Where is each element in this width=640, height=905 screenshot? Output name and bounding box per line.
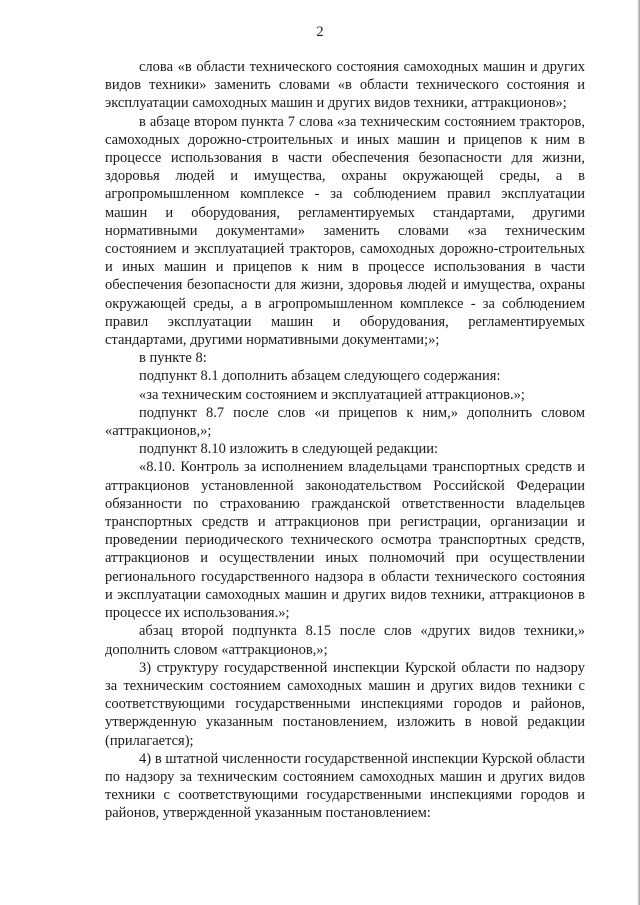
paragraph-9: абзац второй подпункта 8.15 после слов «других видов техники,» дополнить словом «аттракционов,»;: [105, 623, 585, 658]
paragraph-10: 3) структуру государственной инспекции Курской области по надзору за техническим состоянием самоходных машин и других видов техники с соответствующими государственными инспекциями городов и районов, утвержденную указанным постановлением, изложить в новой редакции (прилагается);: [105, 659, 585, 749]
paragraph-1: слова «в области технического состояния самоходных машин и других видов техники» заменить словами «в области технического состояния и эксплуатации самоходных машин и других видов техники, аттракционов»;: [105, 59, 585, 112]
document-body: [105, 58, 585, 823]
paragraph-2: в абзаце втором пункта 7 слова «за техническим состоянием тракторов, самоходных дорожно-строительных и иных машин и прицепов к ним в процессе использования в части обеспечения безопасности для жизни, здоровья людей и имущества, охраны окружающей среды, а в агропромышленном комплексе - за соблюдением правил эксплуатации машин и оборудования, регламентируемых стандартами, другими нормативными документами» заменить словами «за техническим состоянием и эксплуатацией тракторов, самоходных дорожно-строительных и иных машин и прицепов к ним в процессе использования в части обеспечения безопасности для жизни, здоровья людей и имущества, охраны окружающей среды, а в агропромышленном комплексе - за соблюдением правил эксплуатации машин и оборудования, регламентируемых стандартами, другими нормативными документами;»;: [105, 113, 585, 349]
paragraph-11: 4) в штатной численности государственной инспекции Курской области по надзору за техническим состоянием самоходных машин и других видов техники с соответствующими государственными инспекциями городов и районов, утвержденной указанным постановлением:: [105, 750, 585, 822]
paragraph-6: подпункт 8.7 после слов «и прицепов к ним,» дополнить словом «аттракционов,»;: [105, 404, 585, 440]
paragraph-8: «8.10. Контроль за исполнением владельцами транспортных средств и аттракционов установленной законодательством Российской Федерации обязанности по страхованию гражданской ответственности владельцев транспортных средств и аттракционов при регистрации, организации и проведении периодического технического осмотра транспортных средств, аттракционов и осуществлении иных полномочий при осуществлении регионального государственного надзора в области технического состояния и эксплуатации самоходных машин и других видов техники, аттракционов в процессе их использования.»;: [105, 459, 585, 622]
page-number: 2: [316, 24, 324, 40]
paragraph-7: подпункт 8.10 изложить в следующей редакции:: [139, 441, 439, 458]
paragraph-3: в пункте 8:: [139, 350, 207, 367]
paragraph-5: «за техническим состоянием и эксплуатацией аттракционов.»;: [139, 386, 525, 403]
paragraph-4: подпункт 8.1 дополнить абзацем следующего содержания:: [139, 368, 501, 385]
